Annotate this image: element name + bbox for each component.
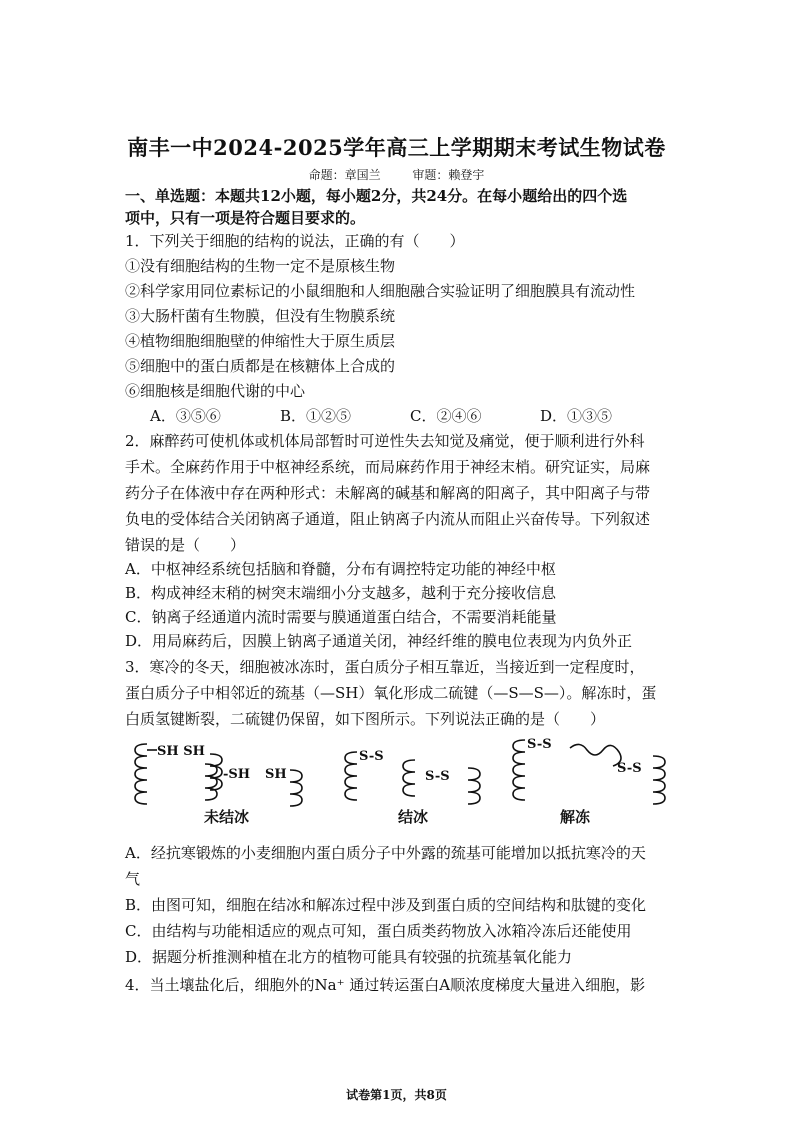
ss-label-4: S-S	[617, 761, 642, 776]
figure-label-frozen: 结冰	[398, 808, 429, 826]
ss-label-3: S-S	[527, 737, 552, 752]
page-footer: 试卷第1页，共8页	[346, 1088, 447, 1102]
protein-chain-2c	[468, 768, 480, 804]
q4-stem: 4．当土壤盐化后，细胞外的Na⁺ 通过转运蛋白A顺浓度梯度大量进入细胞，影	[125, 976, 646, 994]
q1-item-1: ①没有细胞结构的生物一定不是原核生物	[125, 257, 396, 275]
q1-option-c: C．②④⑥	[410, 407, 482, 425]
q2-stem-line-5: 错误的是（ ）	[125, 536, 246, 554]
q3-stem-line-3: 白质氢键断裂，二硫键仍保留，如下图所示。下列说法正确的是（ ）	[125, 710, 606, 728]
q1-stem: 1．下列关于细胞的结构的说法，正确的有（ ）	[125, 232, 465, 250]
q3-option-c: C．由结构与功能相适应的观点可知，蛋白质类药物放入冰箱冷冻后还能使用	[125, 922, 632, 940]
q3-option-a-line-1: A．经抗寒锻炼的小麦细胞内蛋白质分子中外露的巯基可能增加以抵抗寒冷的天	[125, 844, 646, 862]
q3-option-d: D．据题分析推测种植在北方的植物可能具有较强的抗巯基氧化能力	[125, 948, 573, 966]
protein-chain-3c	[653, 756, 665, 804]
sh-label-3: SH	[265, 767, 287, 782]
q1-item-5: ⑤细胞中的蛋白质都是在核糖体上合成的	[125, 357, 396, 375]
q1-option-b: B．①②⑤	[280, 407, 352, 425]
q2-stem-line-1: 2．麻醉药可使机体或机体局部暂时可逆性失去知觉及痛觉，便于顺利进行外科	[125, 432, 645, 450]
q1-item-4: ④植物细胞细胞壁的伸缩性大于原生质层	[125, 332, 396, 350]
q1-options	[150, 405, 670, 427]
sh-label-1: SH SH	[157, 744, 205, 759]
q1-option-a: A．③⑤⑥	[150, 407, 221, 425]
q1-item-2: ②科学家用同位素标记的小鼠细胞和人细胞融合实验证明了细胞膜具有流动性	[125, 282, 636, 300]
figure-label-unfrozen: 未结冰	[204, 808, 250, 826]
q2-option-a: A．中枢神经系统包括脑和脊髓，分布有调控特定功能的神经中枢	[125, 560, 556, 578]
q1-option-d: D．①③⑤	[540, 407, 613, 425]
q1-item-6: ⑥细胞核是细胞代谢的中心	[125, 382, 306, 400]
protein-chain-1e	[290, 770, 302, 806]
q3-stem-line-1: 3．寒冷的冬天，细胞被冰冻时，蛋白质分子相互靠近，当接近到一定程度时，	[125, 658, 645, 676]
protein-chain-3a	[513, 740, 525, 800]
protein-chain-1a	[135, 744, 147, 804]
protein-chain-1d	[205, 764, 217, 800]
ss-label-2: S-S	[425, 769, 450, 784]
section-heading-line-2: 项中，只有一项是符合题目要求的。	[125, 209, 366, 227]
q2-option-b: B．构成神经末稍的树突末端细小分支越多，越利于充分接收信息	[125, 584, 557, 602]
protein-chain-2b	[403, 760, 415, 796]
q2-option-c: C．钠离子经通道内流时需要与膜通道蛋白结合，不需要消耗能量	[125, 608, 557, 626]
q3-stem-line-2: 蛋白质分子中相邻近的巯基（—SH）氧化形成二硫键（—S—S—）。解冻时，蛋	[125, 684, 657, 702]
q3-option-b: B．由图可知，细胞在结冰和解冻过程中涉及到蛋白质的空间结构和肽键的变化	[125, 896, 647, 914]
section-heading-line-1: 一、单选题：本题共12小题，每小题2分，共24分。在每小题给出的四个选	[125, 187, 628, 205]
reviewer-label: 审题：赖登宇	[412, 168, 485, 182]
setter-label: 命题：章国兰	[308, 168, 381, 182]
sh-label-2: -SH	[223, 767, 251, 782]
figure-label-thawed: 解冻	[560, 808, 591, 826]
authors-line	[0, 166, 793, 183]
q2-stem-line-4: 负电的受体结合关闭钠离子通道，阻止钠离子内流从而阻止兴奋传导。下列叙述	[125, 510, 651, 528]
protein-chain-2a	[345, 752, 357, 800]
page-title: 南丰一中2024-2025学年高三上学期期末考试生物试卷	[127, 135, 666, 160]
q2-stem-line-3: 药分子在体液中存在两种形式：未解离的碱基和解离的阳离子，其中阳离子与带	[125, 484, 651, 502]
ss-label-1: S-S	[359, 749, 384, 764]
q3-option-a-line-2: 气	[125, 870, 141, 888]
q1-item-3: ③大肠杆菌有生物膜，但没有生物膜系统	[125, 307, 396, 325]
protein-chain-3b	[570, 744, 621, 766]
q2-option-d: D．用局麻药后，因膜上钠离子通道关闭，神经纤维的膜电位表现为内负外正	[125, 632, 633, 650]
q2-stem-line-2: 手术。全麻药作用于中枢神经系统，而局麻药作用于神经末梢。研究证实，局麻	[125, 458, 651, 476]
